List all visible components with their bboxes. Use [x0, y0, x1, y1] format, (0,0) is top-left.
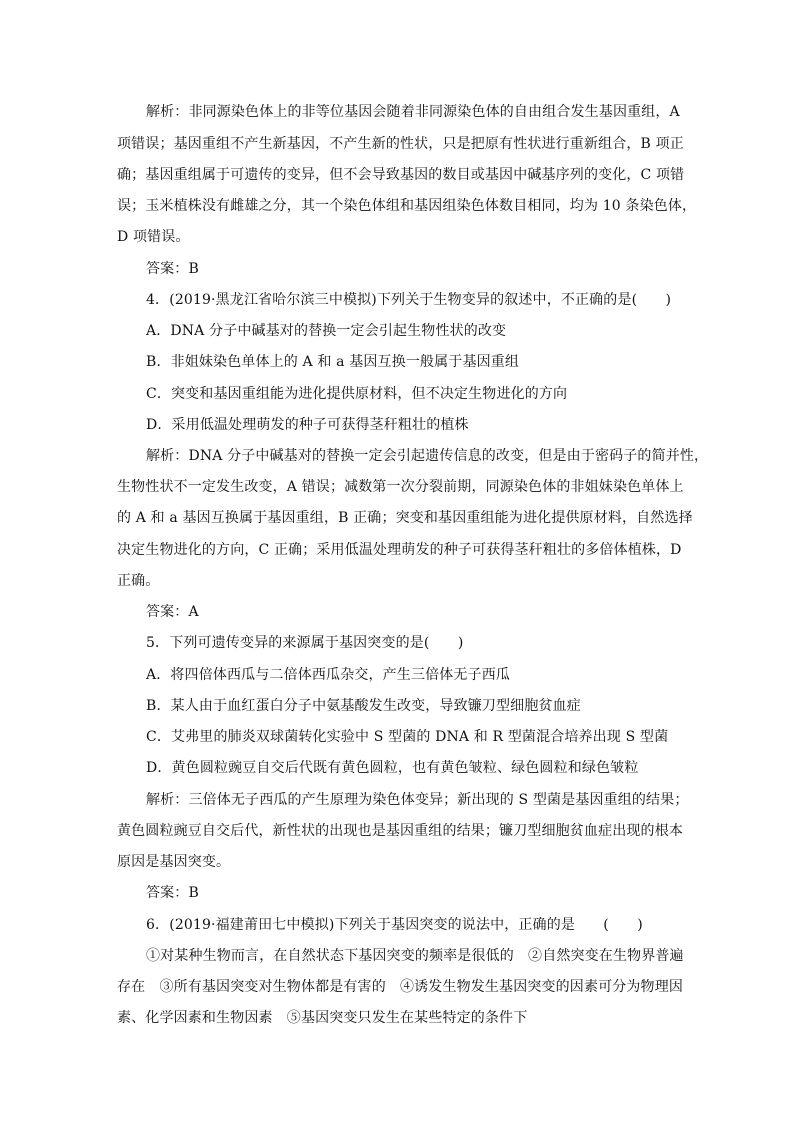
q5-analysis-line: 原因是基因突变。: [117, 854, 231, 870]
q4-option-a: A．DNA 分子中碱基对的替换一定会引起生物性状的改变: [146, 323, 507, 339]
q4-option-d: D．采用低温处理萌发的种子可获得茎秆粗壮的植株: [146, 417, 469, 433]
q6-statement-line: 存在 ③所有基因突变对生物体都是有害的 ④诱发生物发生基因突变的因素可分为物理因: [117, 979, 683, 995]
q6-statement-line: 素、化学因素和生物因素 ⑤基因突变只发生在某些特定的条件下: [117, 1010, 528, 1026]
q5-answer: 答案：B: [146, 885, 199, 901]
q4-option-c: C．突变和基因重组能为进化提供原材料，但不决定生物进化的方向: [146, 386, 568, 402]
q3-analysis-line: 项错误；基因重组不产生新基因，不产生新的性状，只是把原有性状进行重新组合，B 项正: [117, 136, 684, 152]
q4-analysis-line: 解析：DNA 分子中碱基对的替换一定会引起遗传信息的改变，但是由于密码子的简并性，: [146, 448, 709, 464]
q3-answer: 答案：B: [146, 261, 199, 277]
q3-analysis-line: 误；玉米植株没有雌雄之分，其一个染色体组和基因组染色体数目相同，均为 10 条染色体，: [117, 198, 697, 214]
q4-stem: 4．(2019·黑龙江省哈尔滨三中模拟)下列关于生物变异的叙述中，不正确的是( ): [146, 292, 672, 308]
q6-statement-line: ①对某种生物而言，在自然状态下基因突变的频率是很低的 ②自然突变在生物界普遍: [146, 948, 684, 964]
q5-analysis-line: 黄色圆粒豌豆自交后代，新性状的出现也是基因重组的结果；镰刀型细胞贫血症出现的根本: [117, 823, 683, 839]
q5-analysis-line: 解析：三倍体无子西瓜的产生原理为染色体变异；新出现的 S 型菌是基因重组的结果；: [146, 792, 689, 808]
q5-stem: 5．下列可遗传变异的来源属于基因突变的是( ): [146, 635, 464, 651]
q4-analysis-line: 决定生物进化的方向，C 正确；采用低温处理萌发的种子可获得茎秆粗壮的多倍体植株，D: [117, 542, 682, 558]
q4-option-b: B．非姐妹染色单体上的 A 和 a 基因互换一般属于基因重组: [146, 354, 520, 370]
q4-analysis-line: 正确。: [117, 573, 160, 589]
q5-option-b: B．某人由于血红蛋白分子中氨基酸发生改变，导致镰刀型细胞贫血症: [146, 698, 581, 714]
q3-analysis-line: 确；基因重组属于可遗传的变异，但不会导致基因的数目或基因中碱基序列的变化，C 项错: [117, 167, 685, 183]
q4-analysis-line: 的 A 和 a 基因互换属于基因重组，B 正确；突变和基因重组能为进化提供原材料，自然选择: [117, 510, 693, 526]
q5-option-a: A．将四倍体西瓜与二倍体西瓜杂交，产生三倍体无子西瓜: [146, 667, 511, 683]
q6-stem: 6．(2019·福建莆田七中模拟)下列关于基因突变的说法中，正确的是 ( ): [146, 917, 643, 933]
q4-analysis-line: 生物性状不一定发生改变，A 错误；减数第一次分裂前期，同源染色体的非姐妹染色单体上: [117, 479, 684, 495]
q3-analysis-line: D 项错误。: [117, 229, 190, 245]
q4-answer: 答案：A: [146, 604, 199, 620]
q3-analysis-line: 解析：非同源染色体上的非等位基因会随着非同源染色体的自由组合发生基因重组，A: [146, 104, 680, 120]
q5-option-c: C．艾弗里的肺炎双球菌转化实验中 S 型菌的 DNA 和 R 型菌混合培养出现 S 型菌: [146, 729, 669, 745]
q5-option-d: D．黄色圆粒豌豆自交后代既有黄色圆粒，也有黄色皱粒、绿色圆粒和绿色皱粒: [146, 760, 639, 776]
